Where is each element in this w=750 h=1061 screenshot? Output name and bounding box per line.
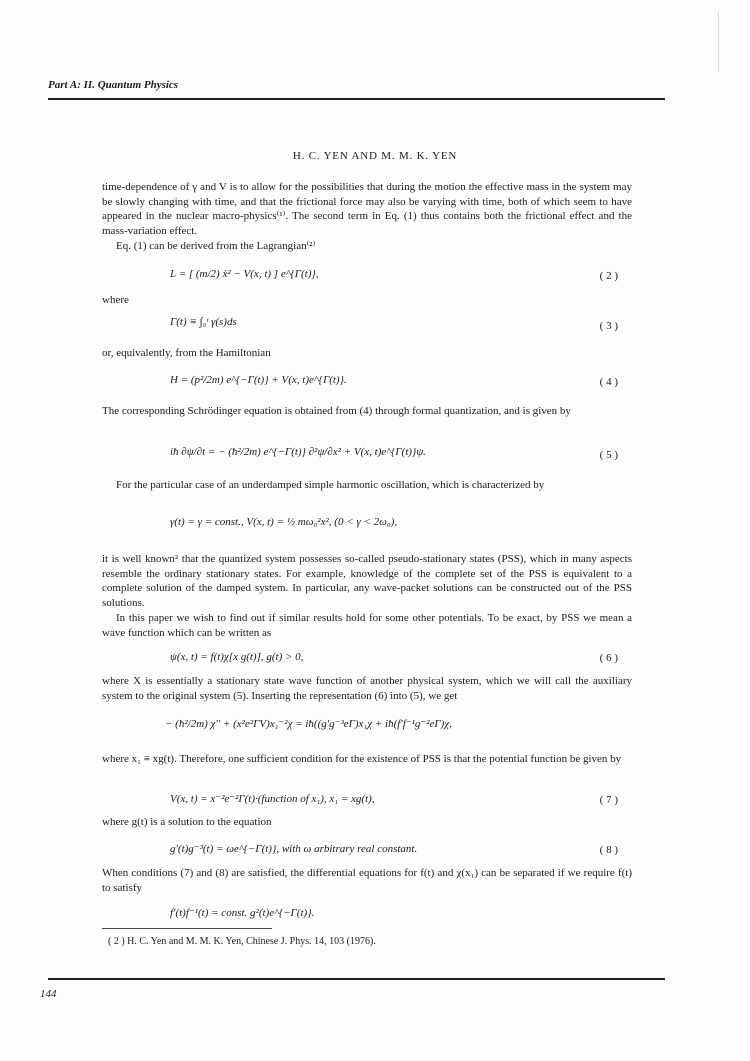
paragraph-5: For the particular case of an underdamped simple harmonic oscillation, which is characterized by xyxy=(116,479,545,491)
equation-3: Γ(t) ≡ ∫₀ᵗ γ(s)ds xyxy=(170,316,237,328)
paragraph-8: where X is essentially a stationary state wave function of another physical system, which we will call the auxiliary system to the original system (5). Inserting the representation (6) into (5), we get xyxy=(102,675,632,702)
running-header: Part A: II. Quantum Physics xyxy=(48,79,179,91)
paragraph-11: When conditions (7) and (8) are satisfied, the differential equations for f(t) and χ(x₁) can be separated if we require f(t) to satisfy xyxy=(102,867,632,894)
equation-6: ψ(x, t) = f(t)χ[x g(t)], g(t) > 0, xyxy=(170,651,304,663)
paragraph-9: where x₁ ≡ xg(t). Therefore, one sufficient condition for the existence of PSS is that the potential function be given by xyxy=(102,753,622,765)
equation-sho-conditions: γ(t) = γ = const., V(x, t) = ½ mω₀²x², (0 < γ < 2ω₀), xyxy=(170,516,398,528)
paragraph-2: Eq. (1) can be derived from the Lagrangian⁽²⁾ xyxy=(116,240,316,252)
page-number: 144 xyxy=(40,988,57,1000)
equation-substituted: − (ħ²/2m) χ′′ + (x²e²ΓV)x₁⁻²χ = iħ((g′g⁻³eΓ)x₁χ + iħ(f′f⁻¹g⁻²eΓ)χ, xyxy=(165,718,452,730)
paragraph-1: time-dependence of γ and V is to allow for the possibilities that during the motion the effective mass in the system may be slowly changing with time, and that the frictional force may also be varying with time, both of which seem to have appeared in the nuclear macro-physics⁽¹⁾. The second term in Eq. (1) thus contains both the frictional effect and the mass-variation effect. xyxy=(102,181,632,237)
equation-f-condition: f′(t)f⁻¹(t) = const. g²(t)e^{−Γ(t)}. xyxy=(170,907,315,919)
equation-2-number: ( 2 ) xyxy=(599,270,618,282)
paragraph-4: The corresponding Schrödinger equation is obtained from (4) through formal quantization, and is given by xyxy=(102,405,571,417)
equation-5: iħ ∂ψ/∂t = − (ħ²/2m) e^{−Γ(t)} ∂²ψ/∂x² + V(x, t)e^{Γ(t)}ψ. xyxy=(170,446,426,458)
equation-2: L = [ (m/2) ẋ² − V(x, t) ] e^{Γ(t)}, xyxy=(170,268,319,280)
equation-8: g′(t)g⁻³(t) = ωe^{−Γ(t)}, with ω arbitrary real constant. xyxy=(170,843,418,855)
footnote-2: ( 2 ) H. C. Yen and M. M. K. Yen, Chinese J. Phys. 14, 103 (1976). xyxy=(108,936,376,947)
word-where: where xyxy=(102,294,129,306)
equation-6-number: ( 6 ) xyxy=(599,652,618,664)
footer-rule xyxy=(48,978,665,980)
equation-3-number: ( 3 ) xyxy=(599,320,618,332)
equation-5-number: ( 5 ) xyxy=(599,449,618,461)
paragraph-7: In this paper we wish to find out if similar results hold for some other potentials. To be exact, by PSS we mean a wave function which can be written as xyxy=(102,612,632,639)
scan-edge-mark xyxy=(718,12,729,72)
equation-7: V(x, t) = x⁻²e⁻²Γ(t)·(function of x₁), x₁ = xg(t), xyxy=(170,793,375,805)
footnote-rule xyxy=(102,928,272,929)
paragraph-3: or, equivalently, from the Hamiltonian xyxy=(102,347,271,359)
equation-8-number: ( 8 ) xyxy=(599,844,618,856)
header-rule xyxy=(48,98,665,100)
author-heading: H. C. YEN AND M. M. K. YEN xyxy=(292,150,458,162)
paragraph-10: where g(t) is a solution to the equation xyxy=(102,816,272,828)
equation-4: H = (p²/2m) e^{−Γ(t)} + V(x, t)e^{Γ(t)}. xyxy=(170,374,347,386)
equation-4-number: ( 4 ) xyxy=(599,376,618,388)
equation-7-number: ( 7 ) xyxy=(599,794,618,806)
paragraph-6: it is well known² that the quantized system possesses so-called pseudo-stationary states (PSS), which in many aspects resemble the ordinary stationary states. For example, knowledge of the complete set of the PSS is equivalent to a complete solution of the damped system. In particular, any wave-packet solutions can be constructed out of the PSS solutions. xyxy=(102,553,632,609)
